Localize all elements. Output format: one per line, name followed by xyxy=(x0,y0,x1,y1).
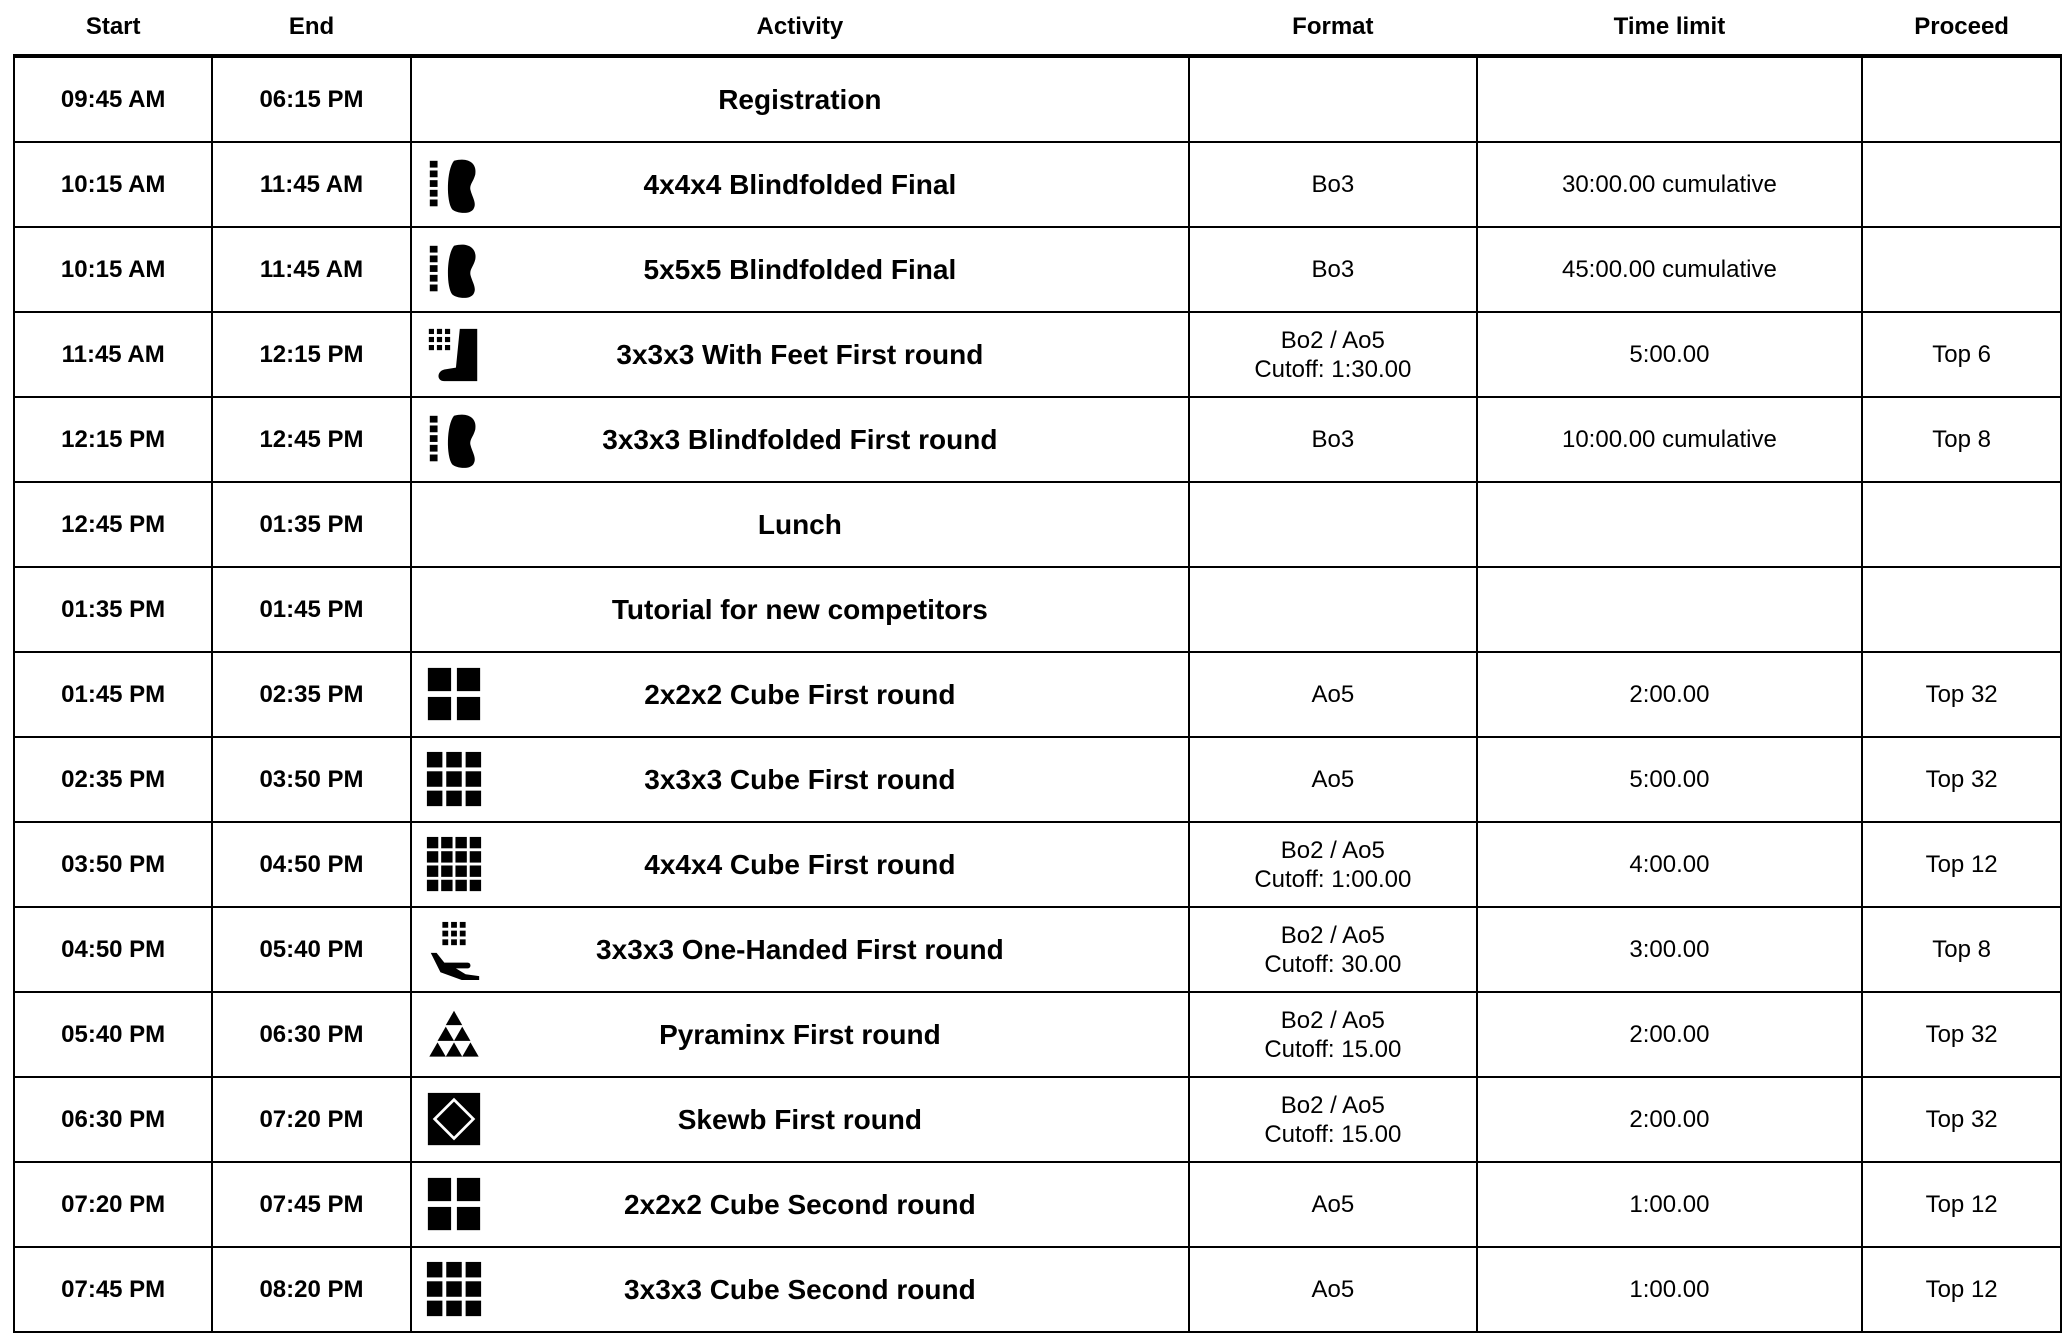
cutoff-text: Cutoff: 15.00 xyxy=(1264,1035,1402,1063)
table-row xyxy=(14,1077,2061,1162)
proceed-cell: Top 12 xyxy=(1862,1162,2061,1247)
start-time-cell: 02:35 PM xyxy=(14,737,212,822)
proceed-cell xyxy=(1862,56,2061,142)
table-row xyxy=(14,567,2061,652)
start-time-cell: 05:40 PM xyxy=(14,992,212,1077)
blindfolded-icon xyxy=(426,155,482,215)
format-text: Bo3 xyxy=(1311,256,1355,283)
format-cell xyxy=(1189,992,1476,1077)
table-row xyxy=(14,652,2061,737)
cube-3x3-icon xyxy=(426,1260,482,1320)
proceed-cell: Top 12 xyxy=(1862,1247,2061,1332)
blindfolded-icon xyxy=(426,410,482,470)
time-limit-cell: 30:00.00 cumulative xyxy=(1477,142,1863,227)
format-text: Ao5 xyxy=(1311,1276,1355,1303)
end-time-cell: 06:30 PM xyxy=(212,992,410,1077)
activity-cell xyxy=(411,1077,1189,1162)
format-cell xyxy=(1189,737,1476,822)
activity-name: 3x3x3 Cube Second round xyxy=(624,1273,976,1305)
activity-cell xyxy=(411,142,1189,227)
start-time-cell: 04:50 PM xyxy=(14,907,212,992)
table-row xyxy=(14,822,2061,907)
table-row xyxy=(14,737,2061,822)
end-time-cell: 06:15 PM xyxy=(212,56,410,142)
start-time-cell: 10:15 AM xyxy=(14,142,212,227)
proceed-cell xyxy=(1862,142,2061,227)
format-cell xyxy=(1189,567,1476,652)
activity-cell xyxy=(411,482,1189,567)
cutoff-text: Cutoff: 1:00.00 xyxy=(1254,865,1412,893)
time-limit-cell: 3:00.00 xyxy=(1477,907,1863,992)
end-time-cell: 04:50 PM xyxy=(212,822,410,907)
start-time-cell: 06:30 PM xyxy=(14,1077,212,1162)
activity-cell xyxy=(411,992,1189,1077)
time-limit-cell: 1:00.00 xyxy=(1477,1247,1863,1332)
format-cell xyxy=(1189,482,1476,567)
end-time-cell: 03:50 PM xyxy=(212,737,410,822)
format-text: Bo2 / Ao5 xyxy=(1280,836,1385,864)
activity-cell xyxy=(411,312,1189,397)
activity-name: 3x3x3 One-Handed First round xyxy=(596,933,1004,965)
time-limit-cell: 1:00.00 xyxy=(1477,1162,1863,1247)
cube-3x3-icon xyxy=(426,750,482,810)
header-proceed: Proceed xyxy=(1862,0,2061,56)
time-limit-cell: 2:00.00 xyxy=(1477,652,1863,737)
table-row xyxy=(14,312,2061,397)
activity-cell xyxy=(411,567,1189,652)
format-cell xyxy=(1189,1077,1476,1162)
schedule-table xyxy=(13,0,2062,1333)
format-text: Bo2 / Ao5 xyxy=(1280,1091,1385,1119)
end-time-cell: 02:35 PM xyxy=(212,652,410,737)
proceed-cell: Top 8 xyxy=(1862,907,2061,992)
activity-name: 3x3x3 Cube First round xyxy=(644,763,956,795)
activity-cell xyxy=(411,1247,1189,1332)
time-limit-cell: 4:00.00 xyxy=(1477,822,1863,907)
table-row xyxy=(14,227,2061,312)
time-limit-cell: 5:00.00 xyxy=(1477,312,1863,397)
cutoff-text: Cutoff: 1:30.00 xyxy=(1254,355,1412,383)
end-time-cell: 12:45 PM xyxy=(212,397,410,482)
activity-cell xyxy=(411,56,1189,142)
end-time-cell: 12:15 PM xyxy=(212,312,410,397)
with-feet-icon xyxy=(426,325,482,385)
time-limit-cell: 2:00.00 xyxy=(1477,1077,1863,1162)
header-time-limit: Time limit xyxy=(1477,0,1863,56)
table-row xyxy=(14,992,2061,1077)
proceed-cell: Top 32 xyxy=(1862,1077,2061,1162)
cube-4x4-icon xyxy=(426,835,482,895)
activity-name: 4x4x4 Cube First round xyxy=(644,848,956,880)
proceed-cell: Top 32 xyxy=(1862,652,2061,737)
activity-name: 2x2x2 Cube Second round xyxy=(624,1188,976,1220)
activity-cell xyxy=(411,1162,1189,1247)
end-time-cell: 11:45 AM xyxy=(212,227,410,312)
end-time-cell: 01:35 PM xyxy=(212,482,410,567)
cube-2x2-icon xyxy=(426,665,482,725)
start-time-cell: 01:45 PM xyxy=(14,652,212,737)
format-text: Bo3 xyxy=(1311,171,1355,198)
table-row xyxy=(14,397,2061,482)
format-text: Bo2 / Ao5 xyxy=(1280,921,1385,949)
header-row xyxy=(14,0,2061,56)
header-format: Format xyxy=(1189,0,1476,56)
header-start: Start xyxy=(14,0,212,56)
end-time-cell: 07:20 PM xyxy=(212,1077,410,1162)
schedule-body xyxy=(14,56,2061,1332)
end-time-cell: 11:45 AM xyxy=(212,142,410,227)
format-cell xyxy=(1189,312,1476,397)
end-time-cell: 08:20 PM xyxy=(212,1247,410,1332)
time-limit-cell xyxy=(1477,482,1863,567)
one-handed-icon xyxy=(426,920,482,980)
format-cell xyxy=(1189,822,1476,907)
end-time-cell: 07:45 PM xyxy=(212,1162,410,1247)
cutoff-text: Cutoff: 30.00 xyxy=(1264,950,1402,978)
activity-name: 5x5x5 Blindfolded Final xyxy=(643,253,957,285)
activity-name: 3x3x3 Blindfolded First round xyxy=(602,423,998,455)
activity-cell xyxy=(411,652,1189,737)
activity-name: 4x4x4 Blindfolded Final xyxy=(643,168,957,200)
header-end: End xyxy=(212,0,410,56)
activity-cell xyxy=(411,822,1189,907)
format-cell xyxy=(1189,1162,1476,1247)
pyraminx-icon xyxy=(426,1005,482,1065)
start-time-cell: 12:45 PM xyxy=(14,482,212,567)
blindfolded-icon xyxy=(426,240,482,300)
format-text: Bo2 / Ao5 xyxy=(1280,326,1385,354)
format-text: Bo2 / Ao5 xyxy=(1280,1006,1385,1034)
time-limit-cell: 2:00.00 xyxy=(1477,992,1863,1077)
proceed-cell: Top 32 xyxy=(1862,992,2061,1077)
table-row xyxy=(14,142,2061,227)
time-limit-cell xyxy=(1477,56,1863,142)
activity-name: Lunch xyxy=(757,508,842,540)
proceed-cell xyxy=(1862,227,2061,312)
format-cell xyxy=(1189,56,1476,142)
table-row xyxy=(14,56,2061,142)
activity-name: Registration xyxy=(718,83,882,115)
time-limit-cell: 10:00.00 cumulative xyxy=(1477,397,1863,482)
start-time-cell: 09:45 AM xyxy=(14,56,212,142)
format-cell xyxy=(1189,907,1476,992)
start-time-cell: 07:45 PM xyxy=(14,1247,212,1332)
format-cell xyxy=(1189,397,1476,482)
format-cell xyxy=(1189,1247,1476,1332)
end-time-cell: 01:45 PM xyxy=(212,567,410,652)
activity-name: 2x2x2 Cube First round xyxy=(644,678,956,710)
start-time-cell: 01:35 PM xyxy=(14,567,212,652)
start-time-cell: 11:45 AM xyxy=(14,312,212,397)
start-time-cell: 12:15 PM xyxy=(14,397,212,482)
time-limit-cell xyxy=(1477,567,1863,652)
header-activity: Activity xyxy=(411,0,1189,56)
format-cell xyxy=(1189,227,1476,312)
activity-cell xyxy=(411,907,1189,992)
proceed-cell: Top 6 xyxy=(1862,312,2061,397)
format-text: Ao5 xyxy=(1311,766,1355,793)
table-row xyxy=(14,1247,2061,1332)
format-cell xyxy=(1189,652,1476,737)
table-row xyxy=(14,482,2061,567)
cutoff-text: Cutoff: 15.00 xyxy=(1264,1120,1402,1148)
activity-cell xyxy=(411,397,1189,482)
proceed-cell xyxy=(1862,482,2061,567)
proceed-cell: Top 8 xyxy=(1862,397,2061,482)
activity-name: Pyraminx First round xyxy=(659,1018,941,1050)
table-row xyxy=(14,907,2061,992)
table-row xyxy=(14,1162,2061,1247)
time-limit-cell: 5:00.00 xyxy=(1477,737,1863,822)
end-time-cell: 05:40 PM xyxy=(212,907,410,992)
skewb-icon xyxy=(426,1090,482,1150)
activity-cell xyxy=(411,227,1189,312)
format-text: Bo3 xyxy=(1311,426,1355,453)
start-time-cell: 07:20 PM xyxy=(14,1162,212,1247)
start-time-cell: 03:50 PM xyxy=(14,822,212,907)
time-limit-cell: 45:00.00 cumulative xyxy=(1477,227,1863,312)
format-text: Ao5 xyxy=(1311,681,1355,708)
proceed-cell: Top 12 xyxy=(1862,822,2061,907)
cube-2x2-icon xyxy=(426,1175,482,1235)
activity-name: Skewb First round xyxy=(677,1103,922,1135)
activity-name: Tutorial for new competitors xyxy=(611,593,988,625)
format-cell xyxy=(1189,142,1476,227)
proceed-cell: Top 32 xyxy=(1862,737,2061,822)
activity-name: 3x3x3 With Feet First round xyxy=(616,338,984,370)
start-time-cell: 10:15 AM xyxy=(14,227,212,312)
format-text: Ao5 xyxy=(1311,1191,1355,1218)
proceed-cell xyxy=(1862,567,2061,652)
activity-cell xyxy=(411,737,1189,822)
